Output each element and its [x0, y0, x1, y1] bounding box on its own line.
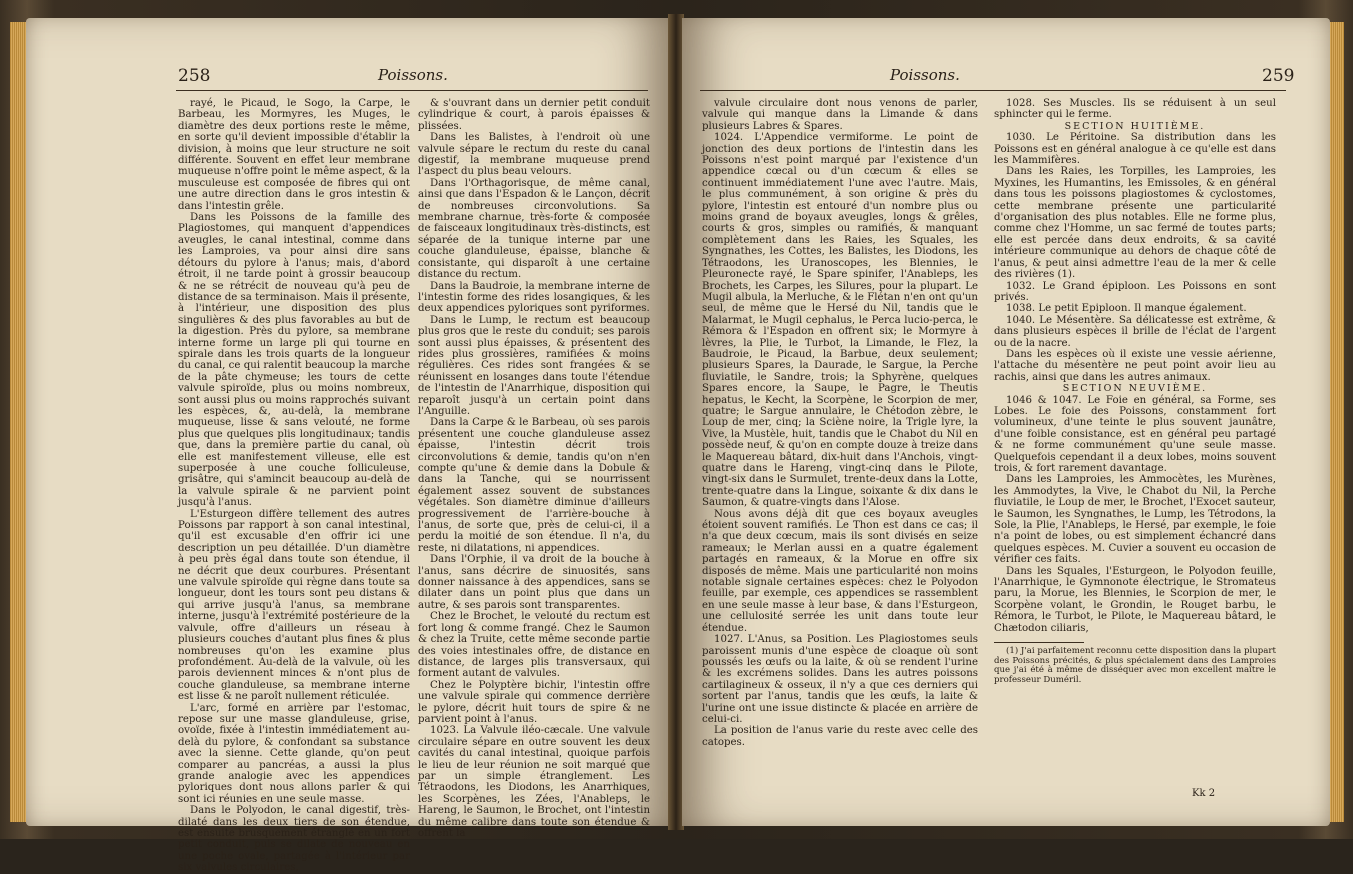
paragraph: Dans la Carpe & le Barbeau, où ses parois présentent une couche glanduleuse assez épaisse, l'intestin décrit trois circonvolutions & demie, tandis qu'on n'en compte qu'une & demie dans la Dobule & dans la Tanche, qui se nourrissent également assez souvent de substances végétales. Son diamètre diminue d'ailleurs progressivement de l'arrière-bouche à l'anus, de sorte que, près de celui-ci, il a perdu la moitié de son étendue. Il n'a, du reste, ni dilatations, ni appendices.: [418, 417, 650, 554]
footnote-rule: [994, 642, 1084, 643]
paragraph: Dans les Squales, l'Esturgeon, le Polyodon feuille, l'Anarrhique, le Gymnonote électrique, le Stromateus paru, la Morue, les Blennies, le Scorpion de mer, le Scorpène volant, le Grondin, le Rouget barbu, le Rémora, le Turbot, le Pilote, le Maquereau bâtard, le Chætodon ciliaris,: [994, 565, 1276, 634]
paragraph: La position de l'anus varie du reste avec celle des catopes.: [702, 725, 978, 748]
paragraph: Dans le Lump, le rectum est beaucoup plus gros que le reste du conduit; ses parois sont aussi plus épaisses, & présentent des rides plus grossières, ramifiées & moins régulières. Ces rides sont frangées & se réunissent en losanges dans toute l'étendue de l'intestin de l'Anarrhique, disposition qui reparoît jusqu'à un certain point dans l'Anguille.: [418, 314, 650, 417]
paragraph: Dans les espèces où il existe une vessie aérienne, l'attache du mésentère ne peut point avoir lieu au rachis, ainsi que dans les autres animaux.: [994, 348, 1276, 383]
paragraph: Chez le Polyptère bichir, l'intestin offre une valvule spirale qui commence derrière le pylore, décrit huit tours de spire & ne parvient point à l'anus.: [418, 679, 650, 725]
paragraph: 1024. L'Appendice vermiforme. Le point de jonction des deux portions de l'intestin dans les Poissons n'est point marqué par l'existence d'un appendice cœcal ou d'un cœcum & elles se continuent immédiatement l'une avec l'autre. Mais, le plus communément, à son origine & près du pylore, l'intestin est entouré d'un nombre plus ou moins grand de boyaux aveugles, longs & grêles, courts & gros, simples ou ramifiés, & manquant complètement dans les Raies, les Squales, les Syngnathes, les Cottes, les Balistes, les Diodons, les Tétraodons, les Uranoscopes, les Blennies, le Pleuronecte rayé, le Spare spinifer, l'Anableps, les Brochets, les Carpes, les Silures, pour la plupart. Le Mugil albula, la Merluche, & le Flétan n'en ont qu'un seul, de même que le Hersé du Nil, tandis que le Malarmat, le Mugil cephalus, le Perca lucio-perca, le Rémora & l'Espadon en offrent six; le Mormyre à lèvres, la Plie, le Turbot, la Limande, le Flez, la Baudroie, le Picaud, la Barbue, deux seulement; plusieurs Spares, la Daurade, le Sargue, la Perche fluviatile, le Sandre, trois; la Sphyrène, quelques Spares encore, la Saupe, le Pagre, le Theutis hepatus, le Kecht, la Scorpène, le Scorpion de mer, quatre; le Sargue annulaire, le Chétodon zèbre, le Loup de mer, cinq; la Sciène noire, la Trigle lyre, la Vive, la Mustèle, huit, tandis que le Chabot du Nil en possède neuf, & qu'on en compte douze à treize dans le Maquereau bâtard, dix-huit dans l'Anchois, vingt-quatre dans le Hareng, vingt-cinq dans le Pilote, vingt-six dans le Surmulet, trente-deux dans la Lotte, trente-quatre dans la Lingue, soixante & dix dans le Saumon, & quatre-vingts dans l'Alose.: [702, 132, 978, 509]
paragraph: Dans les Poissons de la famille des Plagiostomes, qui manquent d'appendices aveugles, le canal intestinal, comme dans les Lamproies, va pour ainsi dire sans détours du pylore à l'anus; mais, d'abord étroit, il ne tarde point à grossir beaucoup & ne se rétrécit de nouveau qu'à peu de distance de sa terminaison. Mais il présente, à l'intérieur, une disposition des plus singulières & des plus favorables au but de la digestion. Près du pylore, sa membrane interne forme un large pli qui tourne en spirale dans les trois quarts de la longueur du canal, ce qui ralentit beaucoup la marche de la pâte chymeuse; les tours de cette valvule spiroïde, plus ou moins nombreux, sont aussi plus ou moins rapprochés suivant les espèces, &, au-delà, la membrane muqueuse, lisse & sans velouté, ne forme plus que quelques plis longitudinaux; tandis que, dans la première partie du canal, où elle est manifestement villeuse, elle est superposée à une couche folliculeuse, grisâtre, qui s'amincit beaucoup au-delà de la valvule spirale & ne parvient point jusqu'à l'anus.: [178, 212, 410, 509]
left-column-2: [418, 98, 650, 839]
right-column-1: [702, 98, 978, 748]
signature-mark: Kk 2: [1192, 788, 1216, 799]
right-header-rule: [700, 90, 1286, 91]
right-running-head: Poissons.: [890, 66, 960, 84]
paragraph: 1032. Le Grand épiploon. Les Poissons en sont privés.: [994, 280, 1276, 303]
section-heading-9: SECTION NEUVIÈME.: [1062, 383, 1208, 395]
footnote: (1) J'ai parfaitement reconnu cette disposition dans la plupart des Poissons précités, & plus spécialement dans des Lamproies que j'ai été à même de disséquer avec mon excellent maître le professeur Duméril.: [994, 646, 1276, 685]
left-column-1: [178, 98, 410, 874]
right-page: [682, 18, 1330, 826]
paragraph: Dans l'Orphie, il va droit de la bouche à l'anus, sans décrire de sinuosités, sans donner naissance à des appendices, sans se dilater dans un point plus que dans un autre, & ses parois sont transparentes.: [418, 554, 650, 611]
right-page-number: 259: [1262, 66, 1295, 86]
paragraph: valvule circulaire dont nous venons de parler, valvule qui manque dans la Limande & dans plusieurs Labres & Spares.: [702, 98, 978, 132]
left-page: [26, 18, 670, 874]
paragraph: 1046 & 1047. Le Foie en général, sa Forme, ses Lobes. Le foie des Poissons, constamment fort volumineux, d'une teinte le plus souvent jaunâtre, d'une foible consistance, est en général peu partagé & ne forme communément qu'une seule masse. Quelquefois cependant il a deux lobes, moins souvent trois, & fort rarement davantage.: [994, 394, 1276, 474]
right-column-2: [994, 98, 1276, 685]
paragraph: Chez le Brochet, le velouté du rectum est fort long & comme frangé. Chez le Saumon & chez la Truite, cette même seconde partie des voies intestinales offre, de distance en distance, de larges plis transversaux, qui forment autant de valvules.: [418, 611, 650, 680]
right-page-edge: [1328, 22, 1344, 822]
paragraph: 1040. Le Mésentère. Sa délicatesse est extrême, & dans plusieurs espèces il brille de l'éclat de l'argent ou de la nacre.: [994, 314, 1276, 349]
paragraph: 1028. Ses Muscles. Ils se réduisent à un seul sphincter qui le ferme.: [994, 98, 1276, 121]
paragraph: & s'ouvrant dans un dernier petit conduit cylindrique & court, à parois épaisses & plissées.: [418, 98, 650, 132]
paragraph: L'Esturgeon diffère tellement des autres Poissons par rapport à son canal intestinal, qu'il est excusable d'en offrir ici une description un peu détaillée. D'un diamètre à peu près égal dans toute son étendue, il ne décrit que deux courbures. Présentant une valvule spiroïde qui règne dans toute sa longueur, dont les tours sont peu distans & qui arrive jusqu'à l'anus, sa membrane interne, jusqu'à l'extrémité postérieure de la valvule, offre d'ailleurs un réseau à plusieurs couches d'autant plus fines & plus nombreuses qu'on les examine plus profondément. Au-delà de la valvule, où les parois deviennent minces & n'ont plus de couche glanduleuse, sa membrane interne est lisse & ne paroît nullement réticulée.: [178, 508, 410, 703]
paragraph: 1027. L'Anus, sa Position. Les Plagiostomes seuls paroissent munis d'une espèce de cloaque où sont poussés les œufs ou la laite, & où se rendent l'urine & les excrémens solides. Dans les autres poissons cartilagineux & osseux, il n'y a que ces derniers qui sortent par l'anus, tandis que les œufs, la laite & l'urine ont une issue distincte & placée en arrière de celui-ci.: [702, 634, 978, 725]
paragraph: Dans les Balistes, à l'endroit où une valvule sépare le rectum du reste du canal digestif, la membrane muqueuse prend l'aspect du plus beau velours.: [418, 132, 650, 178]
section-heading-8: SECTION HUITIÈME.: [1064, 120, 1206, 132]
paragraph: L'arc, formé en arrière par l'estomac, repose sur une masse glanduleuse, grise, ovoïde, fixée à l'intestin immédiatement au-delà du pylore, & confondant sa substance avec la sienne. Cette glande, qu'on peut comparer au pancréas, a aussi la plus grande analogie avec les appendices pyloriques dont nous allons parler & qui sont ici réunies en une seule masse.: [178, 702, 410, 805]
paragraph: Dans les Raies, les Torpilles, les Lamproies, les Myxines, les Humantins, les Emissoles, & en général dans tous les poissons plagiostomes & cyclostomes, cette membrane présente une particularité d'organisation des plus notables. Elle ne forme plus, comme chez l'Homme, un sac fermé de toutes parts; elle est percée dans deux endroits, & sa cavité intérieure communique au dehors de chaque côté de l'anus, & peut ainsi admettre l'eau de la mer & celle des rivières (1).: [994, 166, 1276, 281]
paragraph: Dans les Lamproies, les Ammocètes, les Murènes, les Ammodytes, la Vive, le Chabot du Nil, la Perche fluviatile, le Loup de mer, le Brochet, l'Exocet sauteur, le Saumon, les Syngnathes, le Lump, les Tétrodons, la Sole, la Plie, l'Anableps, le Hersé, par exemple, le foie n'a point de lobes, ou est simplement échancré dans quelques espèces. M. Cuvier a souvent eu occasion de vérifier ces faits.: [994, 474, 1276, 566]
paragraph: Dans l'Orthagorisque, de même canal, ainsi que dans l'Espadon & le Lançon, décrit de nombreuses circonvolutions. Sa membrane charnue, très-forte & composée de faisceaux longitudinaux très-distincts, est séparée de la tunique interne par une couche glanduleuse, épaisse, blanche & consistante, qui disparoît à une certaine distance du rectum.: [418, 177, 650, 281]
paragraph: Dans le Polyodon, le canal digestif, très-dilaté dans les deux tiers de son étendue, est ensuite brusquement étranglé en un fort petit conduit, puis se dilate de nouveau en une poche ovale, partagée à l'intérieur par six valvules circulaires,: [178, 805, 410, 874]
left-running-head: Poissons.: [378, 66, 448, 84]
left-page-number: 258: [178, 66, 211, 86]
paragraph: rayé, le Picaud, le Sogo, la Carpe, le Barbeau, les Mormyres, les Muges, le diamètre des deux portions reste le même, en sorte qu'il devient impossible d'établir la division, à moins que leur structure ne soit différente. Souvent en effet leur membrane muqueuse n'offre point le même aspect, & la musculeuse est composée de fibres qui ont une autre direction dans le gros intestin & dans l'intestin grêle.: [178, 98, 410, 212]
paragraph: Nous avons déjà dit que ces boyaux aveugles étoient souvent ramifiés. Le Thon est dans ce cas; il n'a que deux cœcum, mais ils sont divisés en seize rameaux; le Merlan aussi en a quatre également partagés en rameaux, & la Morue en offre six disposés de même. Mais une particularité non moins notable signale certaines espèces: chez le Polyodon feuille, par exemple, ces appendices se rassemblent en une seule masse à leur base, & dans l'Esturgeon, une cellulosité serrée les unit dans toute leur étendue.: [702, 508, 978, 634]
paragraph: 1030. Le Péritoine. Sa distribution dans les Poissons est en général analogue à ce qu'elle est dans les Mammifères.: [994, 132, 1276, 167]
paragraph: 1023. La Valvule iléo-cæcale. Une valvule circulaire sépare en outre souvent les deux cavités du canal intestinal, quoique parfois le lieu de leur réunion ne soit marqué que par un simple étranglement. Les Tétraodons, les Diodons, les Anarrhiques, les Scorpènes, les Zées, l'Anableps, le Hareng, le Saumon, le Brochet, ont l'intestin du même calibre dans toute son étendue & offrent la: [418, 725, 650, 839]
paragraph: Dans la Baudroie, la membrane interne de l'intestin forme des rides losangiques, & les deux appendices pyloriques sont pyriformes.: [418, 280, 650, 315]
left-header-rule: [176, 90, 648, 91]
paragraph: 1038. Le petit Epiploon. Il manque également.: [1006, 303, 1247, 315]
